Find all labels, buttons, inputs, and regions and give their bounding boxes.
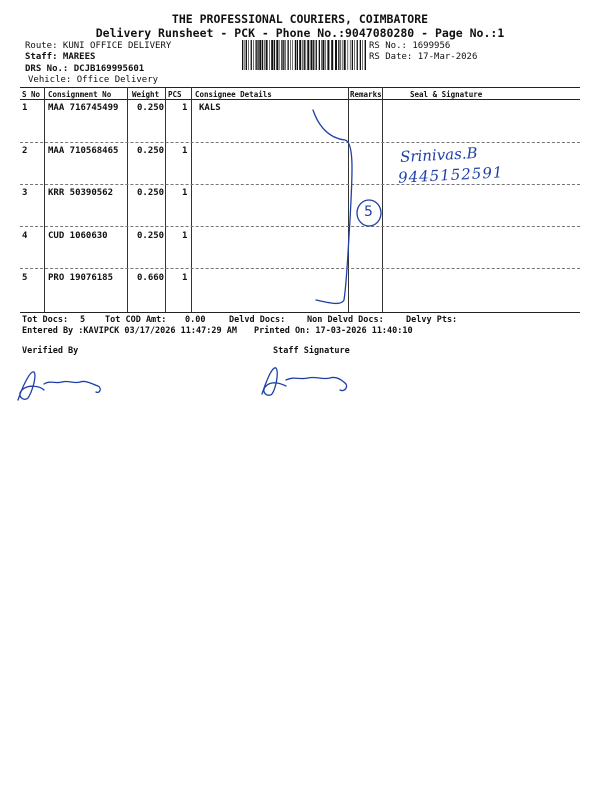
verified-by-label: Verified By bbox=[22, 346, 79, 356]
rs-number: RS No.: 1699956 bbox=[369, 41, 451, 51]
row-weight: 0.250 bbox=[137, 146, 165, 156]
row-pcs: 1 bbox=[182, 231, 188, 241]
row-weight: 0.250 bbox=[137, 231, 165, 241]
staff-signature-label: Staff Signature bbox=[273, 346, 350, 356]
row-pcs: 1 bbox=[182, 146, 188, 156]
handwritten-name: Srinivas.B bbox=[399, 143, 479, 167]
col-header-remarks: Remarks bbox=[350, 90, 382, 99]
drs-number: DRS No.: DCJB169995601 bbox=[25, 64, 145, 74]
col-header-weight: Weight bbox=[132, 90, 160, 99]
company-title: THE PROFESSIONAL COURIERS, COIMBATORE bbox=[171, 12, 429, 26]
delvy-pts-label: Delvy Pts: bbox=[406, 315, 458, 325]
row-consignment: MAA 710568465 bbox=[48, 146, 119, 156]
row-sno: 2 bbox=[22, 146, 28, 156]
row-weight: 0.250 bbox=[137, 103, 165, 113]
delvd-docs-label: Delvd Docs: bbox=[229, 315, 286, 325]
row-consignee: KALS bbox=[199, 103, 221, 113]
route-text: Route: KUNI OFFICE DELIVERY bbox=[25, 41, 172, 51]
row-consignment: PRO 19076185 bbox=[48, 273, 114, 283]
row-sno: 4 bbox=[22, 231, 28, 241]
row-consignment: MAA 716745499 bbox=[48, 103, 119, 113]
non-delvd-docs-label: Non Delvd Docs: bbox=[307, 315, 384, 325]
row-sno: 1 bbox=[22, 103, 28, 113]
col-header-pcs: PCS bbox=[168, 90, 182, 99]
row-consignment: KRR 50390562 bbox=[48, 188, 114, 198]
row-sno: 5 bbox=[22, 273, 28, 283]
row-pcs: 1 bbox=[182, 103, 188, 113]
tot-docs-label: Tot Docs: bbox=[22, 315, 69, 325]
row-pcs: 1 bbox=[182, 273, 188, 283]
row-weight: 0.660 bbox=[137, 273, 165, 283]
entered-by: Entered By :KAVIPCK 03/17/2026 11:47:29 AM bbox=[22, 326, 237, 336]
staff-text: Staff: MAREES bbox=[25, 52, 96, 62]
handwritten-circled-count: 5 bbox=[364, 204, 373, 220]
col-header-consignment: Consignment No bbox=[48, 90, 112, 99]
tot-cod-value: 0.00 bbox=[185, 315, 206, 325]
row-consignment: CUD 1060630 bbox=[48, 231, 108, 241]
handwritten-phone: 9445152591 bbox=[397, 163, 504, 187]
row-sno: 3 bbox=[22, 188, 28, 198]
tot-docs-value: 5 bbox=[80, 315, 86, 325]
row-weight: 0.250 bbox=[137, 188, 165, 198]
rs-date: RS Date: 17-Mar-2026 bbox=[369, 52, 478, 62]
col-header-seal: Seal & Signature bbox=[410, 90, 483, 99]
tot-cod-label: Tot COD Amt: bbox=[105, 315, 167, 325]
row-pcs: 1 bbox=[182, 188, 188, 198]
col-header-consignee: Consignee Details bbox=[195, 90, 272, 99]
printed-on: Printed On: 17-03-2026 11:40:10 bbox=[254, 326, 413, 336]
col-header-sno: S No bbox=[22, 90, 41, 99]
runsheet-subtitle: Delivery Runsheet - PCK - Phone No.:9047080280 - Page No.:1 bbox=[95, 26, 505, 40]
vehicle-text: Vehicle: Office Delivery bbox=[28, 75, 159, 85]
